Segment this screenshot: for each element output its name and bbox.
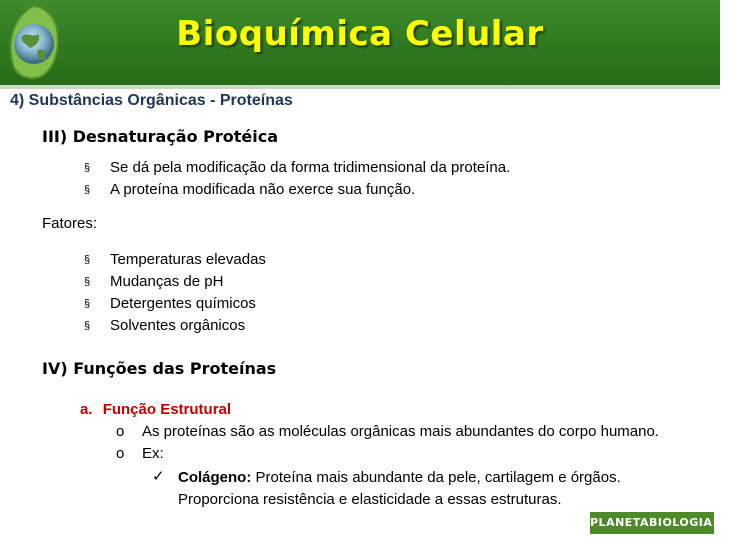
sub-item-2 [116,445,164,462]
colageno-line-1 [178,467,698,489]
bullet-icon: § [84,276,91,288]
colageno-line-2: Proporciona resistência e elasticidade a essas estruturas. [178,491,562,508]
list-item: § Temperaturas elevadas [84,249,266,271]
bullet-icon: § [84,184,91,196]
list-item: § Detergentes químicos [84,293,266,315]
site-brand-badge: PLANETABIOLOGIA.COM [590,512,714,534]
heading-funcoes: IV) Funções das Proteínas [42,359,277,378]
circle-bullet-icon: o [116,423,125,440]
header-banner [0,0,720,85]
fatores-list [84,249,266,337]
bullet-icon: § [84,162,91,174]
circle-bullet-icon: o [116,445,125,462]
page-title: Bioquímica Celular [176,14,544,54]
section-subtitle: 4) Substâncias Orgânicas - Proteínas [10,92,293,109]
checkmark-icon: ✓ [152,468,165,485]
bullet-icon: § [84,320,91,332]
funcao-estrutural-label: Função Estrutural [102,401,232,418]
header-divider [0,85,720,89]
list-marker: a. [80,401,93,418]
desnaturacao-list [84,157,510,201]
sub-item-1 [116,423,659,440]
funcao-estrutural-item [80,401,231,418]
list-item: § Mudanças de pH [84,271,266,293]
list-item: § Solventes orgânicos [84,315,266,337]
sub-item-1-text: As proteínas são as moléculas orgânicas mais abundantes do corpo humano. [142,423,659,440]
colageno-term: Colágeno: [178,469,252,486]
list-item: § Se dá pela modificação da forma tridimensional da proteína. [84,157,510,179]
sub-item-2-text: Ex: [142,445,164,462]
bullet-icon: § [84,298,91,310]
bullet-icon: § [84,254,91,266]
heading-desnaturacao: III) Desnaturação Protéica [42,127,279,146]
list-item: § A proteína modificada não exerce sua função. [84,179,510,201]
colageno-description: Proteína mais abundante da pele, cartilagem e órgãos. [251,469,621,486]
fatores-label: Fatores: [42,215,98,232]
